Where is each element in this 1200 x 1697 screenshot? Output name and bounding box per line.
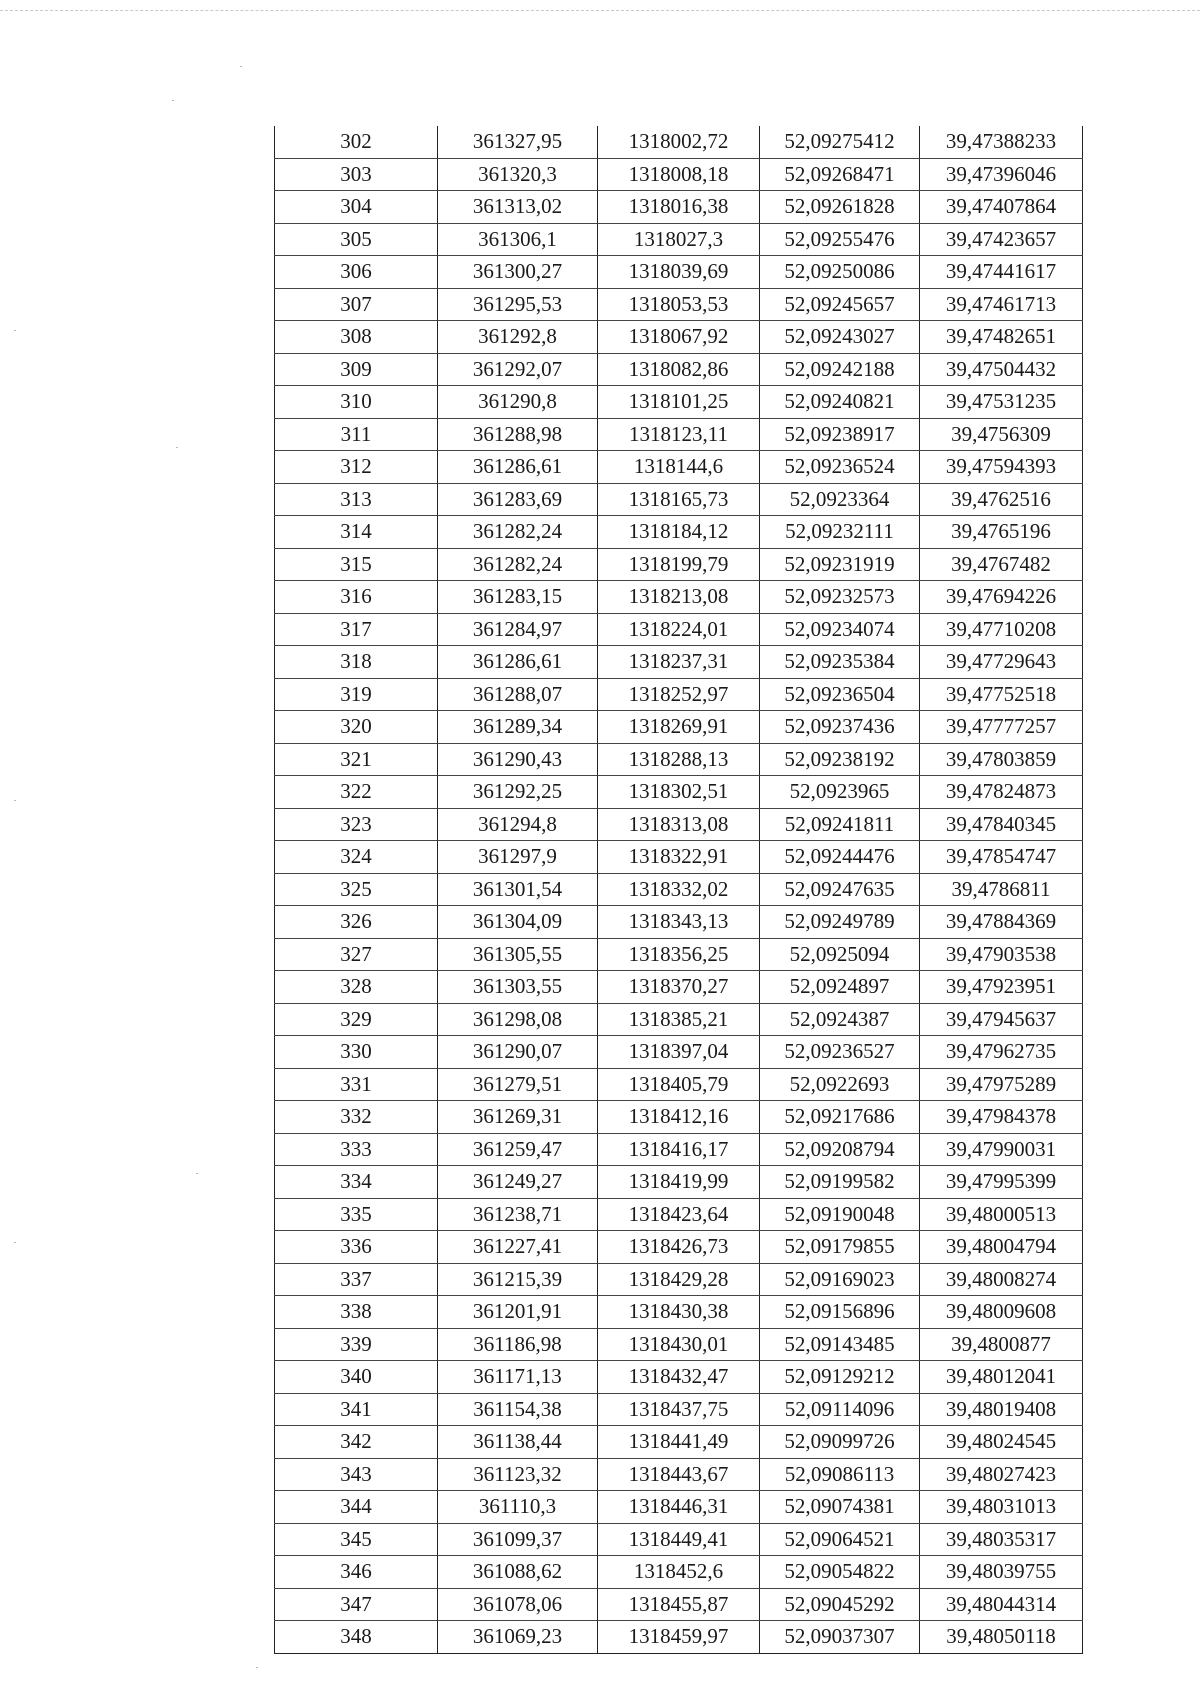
longitude-cell: 39,47990031	[920, 1133, 1083, 1166]
point-number-cell: 307	[275, 288, 438, 321]
table-row	[275, 613, 1083, 646]
y-coordinate-cell: 1318302,51	[598, 776, 760, 809]
table-row	[275, 1361, 1083, 1394]
point-number-cell: 310	[275, 386, 438, 419]
scan-speck	[14, 800, 16, 801]
latitude-cell: 52,09074381	[760, 1491, 920, 1524]
x-coordinate-cell: 361215,39	[438, 1263, 598, 1296]
table-row	[275, 516, 1083, 549]
latitude-cell: 52,09199582	[760, 1166, 920, 1199]
y-coordinate-cell: 1318423,64	[598, 1198, 760, 1231]
longitude-cell: 39,48000513	[920, 1198, 1083, 1231]
x-coordinate-cell: 361304,09	[438, 906, 598, 939]
latitude-cell: 52,0924387	[760, 1003, 920, 1036]
y-coordinate-cell: 1318082,86	[598, 353, 760, 386]
x-coordinate-cell: 361286,61	[438, 646, 598, 679]
longitude-cell: 39,4762516	[920, 483, 1083, 516]
longitude-cell: 39,47923951	[920, 971, 1083, 1004]
point-number-cell: 327	[275, 938, 438, 971]
table-row	[275, 581, 1083, 614]
y-coordinate-cell: 1318199,79	[598, 548, 760, 581]
table-row	[275, 1166, 1083, 1199]
latitude-cell: 52,09250086	[760, 256, 920, 289]
table-row	[275, 906, 1083, 939]
latitude-cell: 52,09054822	[760, 1556, 920, 1589]
point-number-cell: 321	[275, 743, 438, 776]
latitude-cell: 52,09156896	[760, 1296, 920, 1329]
x-coordinate-cell: 361300,27	[438, 256, 598, 289]
latitude-cell: 52,09242188	[760, 353, 920, 386]
y-coordinate-cell: 1318455,87	[598, 1588, 760, 1621]
longitude-cell: 39,47995399	[920, 1166, 1083, 1199]
x-coordinate-cell: 361238,71	[438, 1198, 598, 1231]
latitude-cell: 52,09247635	[760, 873, 920, 906]
table-row	[275, 1101, 1083, 1134]
x-coordinate-cell: 361303,55	[438, 971, 598, 1004]
longitude-cell: 39,48012041	[920, 1361, 1083, 1394]
latitude-cell: 52,09217686	[760, 1101, 920, 1134]
x-coordinate-cell: 361069,23	[438, 1621, 598, 1654]
x-coordinate-cell: 361298,08	[438, 1003, 598, 1036]
longitude-cell: 39,47903538	[920, 938, 1083, 971]
table-row	[275, 1296, 1083, 1329]
table-row	[275, 418, 1083, 451]
latitude-cell: 52,09099726	[760, 1426, 920, 1459]
y-coordinate-cell: 1318441,49	[598, 1426, 760, 1459]
x-coordinate-cell: 361227,41	[438, 1231, 598, 1264]
point-number-cell: 323	[275, 808, 438, 841]
point-number-cell: 319	[275, 678, 438, 711]
point-number-cell: 324	[275, 841, 438, 874]
x-coordinate-cell: 361292,25	[438, 776, 598, 809]
x-coordinate-cell: 361288,98	[438, 418, 598, 451]
y-coordinate-cell: 1318144,6	[598, 451, 760, 484]
x-coordinate-cell: 361294,8	[438, 808, 598, 841]
y-coordinate-cell: 1318288,13	[598, 743, 760, 776]
x-coordinate-cell: 361286,61	[438, 451, 598, 484]
point-number-cell: 348	[275, 1621, 438, 1654]
table-row	[275, 483, 1083, 516]
y-coordinate-cell: 1318101,25	[598, 386, 760, 419]
point-number-cell: 306	[275, 256, 438, 289]
x-coordinate-cell: 361297,9	[438, 841, 598, 874]
x-coordinate-cell: 361088,62	[438, 1556, 598, 1589]
point-number-cell: 317	[275, 613, 438, 646]
y-coordinate-cell: 1318165,73	[598, 483, 760, 516]
latitude-cell: 52,09237436	[760, 711, 920, 744]
y-coordinate-cell: 1318332,02	[598, 873, 760, 906]
latitude-cell: 52,0922693	[760, 1068, 920, 1101]
table-row	[275, 938, 1083, 971]
coordinates-table-body	[275, 126, 1083, 1653]
latitude-cell: 52,09261828	[760, 191, 920, 224]
point-number-cell: 339	[275, 1328, 438, 1361]
table-row	[275, 646, 1083, 679]
x-coordinate-cell: 361306,1	[438, 223, 598, 256]
y-coordinate-cell: 1318067,92	[598, 321, 760, 354]
point-number-cell: 335	[275, 1198, 438, 1231]
y-coordinate-cell: 1318459,97	[598, 1621, 760, 1654]
longitude-cell: 39,48031013	[920, 1491, 1083, 1524]
y-coordinate-cell: 1318002,72	[598, 126, 760, 158]
x-coordinate-cell: 361305,55	[438, 938, 598, 971]
point-number-cell: 328	[275, 971, 438, 1004]
latitude-cell: 52,09114096	[760, 1393, 920, 1426]
table-row	[275, 256, 1083, 289]
latitude-cell: 52,09208794	[760, 1133, 920, 1166]
x-coordinate-cell: 361138,44	[438, 1426, 598, 1459]
table-row	[275, 548, 1083, 581]
y-coordinate-cell: 1318053,53	[598, 288, 760, 321]
latitude-cell: 52,09268471	[760, 158, 920, 191]
y-coordinate-cell: 1318426,73	[598, 1231, 760, 1264]
y-coordinate-cell: 1318419,99	[598, 1166, 760, 1199]
y-coordinate-cell: 1318016,38	[598, 191, 760, 224]
x-coordinate-cell: 361201,91	[438, 1296, 598, 1329]
longitude-cell: 39,4767482	[920, 548, 1083, 581]
longitude-cell: 39,47531235	[920, 386, 1083, 419]
x-coordinate-cell: 361269,31	[438, 1101, 598, 1134]
scan-speck	[14, 1242, 16, 1243]
y-coordinate-cell: 1318432,47	[598, 1361, 760, 1394]
x-coordinate-cell: 361259,47	[438, 1133, 598, 1166]
x-coordinate-cell: 361290,07	[438, 1036, 598, 1069]
longitude-cell: 39,48019408	[920, 1393, 1083, 1426]
point-number-cell: 345	[275, 1523, 438, 1556]
y-coordinate-cell: 1318452,6	[598, 1556, 760, 1589]
y-coordinate-cell: 1318123,11	[598, 418, 760, 451]
x-coordinate-cell: 361289,34	[438, 711, 598, 744]
y-coordinate-cell: 1318252,97	[598, 678, 760, 711]
table-row	[275, 776, 1083, 809]
table-row	[275, 223, 1083, 256]
longitude-cell: 39,47504432	[920, 353, 1083, 386]
point-number-cell: 330	[275, 1036, 438, 1069]
x-coordinate-cell: 361282,24	[438, 516, 598, 549]
x-coordinate-cell: 361123,32	[438, 1458, 598, 1491]
longitude-cell: 39,47803859	[920, 743, 1083, 776]
longitude-cell: 39,47729643	[920, 646, 1083, 679]
point-number-cell: 302	[275, 126, 438, 158]
latitude-cell: 52,09238917	[760, 418, 920, 451]
longitude-cell: 39,47984378	[920, 1101, 1083, 1134]
longitude-cell: 39,47461713	[920, 288, 1083, 321]
latitude-cell: 52,09235384	[760, 646, 920, 679]
latitude-cell: 52,09234074	[760, 613, 920, 646]
latitude-cell: 52,09231919	[760, 548, 920, 581]
latitude-cell: 52,09064521	[760, 1523, 920, 1556]
x-coordinate-cell: 361154,38	[438, 1393, 598, 1426]
longitude-cell: 39,47962735	[920, 1036, 1083, 1069]
y-coordinate-cell: 1318027,3	[598, 223, 760, 256]
x-coordinate-cell: 361295,53	[438, 288, 598, 321]
scan-edge-line	[0, 10, 1200, 11]
table-row	[275, 743, 1083, 776]
longitude-cell: 39,4756309	[920, 418, 1083, 451]
latitude-cell: 52,09236527	[760, 1036, 920, 1069]
latitude-cell: 52,09179855	[760, 1231, 920, 1264]
x-coordinate-cell: 361284,97	[438, 613, 598, 646]
longitude-cell: 39,47710208	[920, 613, 1083, 646]
point-number-cell: 343	[275, 1458, 438, 1491]
longitude-cell: 39,48009608	[920, 1296, 1083, 1329]
point-number-cell: 322	[275, 776, 438, 809]
point-number-cell: 314	[275, 516, 438, 549]
table-row	[275, 1231, 1083, 1264]
point-number-cell: 316	[275, 581, 438, 614]
y-coordinate-cell: 1318224,01	[598, 613, 760, 646]
x-coordinate-cell: 361290,8	[438, 386, 598, 419]
table-row	[275, 386, 1083, 419]
table-row	[275, 1458, 1083, 1491]
y-coordinate-cell: 1318343,13	[598, 906, 760, 939]
point-number-cell: 315	[275, 548, 438, 581]
scan-speck	[240, 66, 242, 67]
table-row	[275, 1491, 1083, 1524]
table-row	[275, 808, 1083, 841]
x-coordinate-cell: 361313,02	[438, 191, 598, 224]
table-row	[275, 288, 1083, 321]
x-coordinate-cell: 361110,3	[438, 1491, 598, 1524]
y-coordinate-cell: 1318405,79	[598, 1068, 760, 1101]
table-row	[275, 451, 1083, 484]
longitude-cell: 39,47854747	[920, 841, 1083, 874]
x-coordinate-cell: 361186,98	[438, 1328, 598, 1361]
longitude-cell: 39,4800877	[920, 1328, 1083, 1361]
table-row	[275, 126, 1083, 158]
latitude-cell: 52,09238192	[760, 743, 920, 776]
latitude-cell: 52,0924897	[760, 971, 920, 1004]
latitude-cell: 52,09240821	[760, 386, 920, 419]
scan-speck	[172, 100, 174, 101]
y-coordinate-cell: 1318412,16	[598, 1101, 760, 1134]
latitude-cell: 52,09236504	[760, 678, 920, 711]
longitude-cell: 39,48050118	[920, 1621, 1083, 1654]
longitude-cell: 39,48004794	[920, 1231, 1083, 1264]
scan-speck	[196, 1173, 198, 1174]
x-coordinate-cell: 361292,8	[438, 321, 598, 354]
point-number-cell: 334	[275, 1166, 438, 1199]
point-number-cell: 320	[275, 711, 438, 744]
point-number-cell: 337	[275, 1263, 438, 1296]
point-number-cell: 329	[275, 1003, 438, 1036]
x-coordinate-cell: 361283,15	[438, 581, 598, 614]
table-row	[275, 1523, 1083, 1556]
table-row	[275, 1393, 1083, 1426]
latitude-cell: 52,09232111	[760, 516, 920, 549]
longitude-cell: 39,47840345	[920, 808, 1083, 841]
y-coordinate-cell: 1318356,25	[598, 938, 760, 971]
latitude-cell: 52,09232573	[760, 581, 920, 614]
point-number-cell: 341	[275, 1393, 438, 1426]
latitude-cell: 52,0925094	[760, 938, 920, 971]
table-row	[275, 873, 1083, 906]
longitude-cell: 39,47441617	[920, 256, 1083, 289]
y-coordinate-cell: 1318449,41	[598, 1523, 760, 1556]
x-coordinate-cell: 361290,43	[438, 743, 598, 776]
point-number-cell: 325	[275, 873, 438, 906]
table-row	[275, 1588, 1083, 1621]
latitude-cell: 52,09037307	[760, 1621, 920, 1654]
latitude-cell: 52,09190048	[760, 1198, 920, 1231]
latitude-cell: 52,09245657	[760, 288, 920, 321]
longitude-cell: 39,47594393	[920, 451, 1083, 484]
table-row	[275, 1068, 1083, 1101]
table-row	[275, 1036, 1083, 1069]
y-coordinate-cell: 1318443,67	[598, 1458, 760, 1491]
latitude-cell: 52,0923364	[760, 483, 920, 516]
table-row	[275, 841, 1083, 874]
table-row	[275, 1328, 1083, 1361]
longitude-cell: 39,47884369	[920, 906, 1083, 939]
y-coordinate-cell: 1318322,91	[598, 841, 760, 874]
y-coordinate-cell: 1318039,69	[598, 256, 760, 289]
x-coordinate-cell: 361283,69	[438, 483, 598, 516]
y-coordinate-cell: 1318008,18	[598, 158, 760, 191]
latitude-cell: 52,09169023	[760, 1263, 920, 1296]
x-coordinate-cell: 361320,3	[438, 158, 598, 191]
point-number-cell: 342	[275, 1426, 438, 1459]
latitude-cell: 52,09249789	[760, 906, 920, 939]
latitude-cell: 52,09255476	[760, 223, 920, 256]
table-row	[275, 1263, 1083, 1296]
y-coordinate-cell: 1318237,31	[598, 646, 760, 679]
latitude-cell: 52,09236524	[760, 451, 920, 484]
longitude-cell: 39,48044314	[920, 1588, 1083, 1621]
point-number-cell: 318	[275, 646, 438, 679]
y-coordinate-cell: 1318437,75	[598, 1393, 760, 1426]
x-coordinate-cell: 361327,95	[438, 126, 598, 158]
latitude-cell: 52,09241811	[760, 808, 920, 841]
point-number-cell: 332	[275, 1101, 438, 1134]
longitude-cell: 39,47482651	[920, 321, 1083, 354]
longitude-cell: 39,47752518	[920, 678, 1083, 711]
x-coordinate-cell: 361249,27	[438, 1166, 598, 1199]
table-row	[275, 158, 1083, 191]
longitude-cell: 39,47975289	[920, 1068, 1083, 1101]
latitude-cell: 52,09086113	[760, 1458, 920, 1491]
table-row	[275, 321, 1083, 354]
table-row	[275, 191, 1083, 224]
point-number-cell: 336	[275, 1231, 438, 1264]
point-number-cell: 312	[275, 451, 438, 484]
point-number-cell: 308	[275, 321, 438, 354]
latitude-cell: 52,09243027	[760, 321, 920, 354]
y-coordinate-cell: 1318430,38	[598, 1296, 760, 1329]
longitude-cell: 39,48008274	[920, 1263, 1083, 1296]
x-coordinate-cell: 361292,07	[438, 353, 598, 386]
x-coordinate-cell: 361171,13	[438, 1361, 598, 1394]
table-row	[275, 1198, 1083, 1231]
coordinates-table	[274, 126, 1083, 1654]
longitude-cell: 39,4786811	[920, 873, 1083, 906]
x-coordinate-cell: 361288,07	[438, 678, 598, 711]
table-row	[275, 353, 1083, 386]
longitude-cell: 39,4765196	[920, 516, 1083, 549]
x-coordinate-cell: 361099,37	[438, 1523, 598, 1556]
longitude-cell: 39,48035317	[920, 1523, 1083, 1556]
table-row	[275, 1621, 1083, 1654]
y-coordinate-cell: 1318446,31	[598, 1491, 760, 1524]
y-coordinate-cell: 1318370,27	[598, 971, 760, 1004]
table-row	[275, 1003, 1083, 1036]
table-row	[275, 678, 1083, 711]
y-coordinate-cell: 1318397,04	[598, 1036, 760, 1069]
point-number-cell: 305	[275, 223, 438, 256]
table-row	[275, 971, 1083, 1004]
point-number-cell: 311	[275, 418, 438, 451]
longitude-cell: 39,47945637	[920, 1003, 1083, 1036]
point-number-cell: 346	[275, 1556, 438, 1589]
scan-speck	[14, 330, 16, 331]
point-number-cell: 303	[275, 158, 438, 191]
longitude-cell: 39,47824873	[920, 776, 1083, 809]
longitude-cell: 39,47777257	[920, 711, 1083, 744]
longitude-cell: 39,47388233	[920, 126, 1083, 158]
longitude-cell: 39,48027423	[920, 1458, 1083, 1491]
latitude-cell: 52,09275412	[760, 126, 920, 158]
longitude-cell: 39,48024545	[920, 1426, 1083, 1459]
point-number-cell: 304	[275, 191, 438, 224]
point-number-cell: 331	[275, 1068, 438, 1101]
latitude-cell: 52,0923965	[760, 776, 920, 809]
point-number-cell: 333	[275, 1133, 438, 1166]
point-number-cell: 338	[275, 1296, 438, 1329]
point-number-cell: 347	[275, 1588, 438, 1621]
y-coordinate-cell: 1318313,08	[598, 808, 760, 841]
y-coordinate-cell: 1318429,28	[598, 1263, 760, 1296]
table-row	[275, 1426, 1083, 1459]
point-number-cell: 326	[275, 906, 438, 939]
latitude-cell: 52,09244476	[760, 841, 920, 874]
scan-speck	[256, 1667, 258, 1668]
y-coordinate-cell: 1318213,08	[598, 581, 760, 614]
latitude-cell: 52,09129212	[760, 1361, 920, 1394]
latitude-cell: 52,09045292	[760, 1588, 920, 1621]
x-coordinate-cell: 361279,51	[438, 1068, 598, 1101]
longitude-cell: 39,47407864	[920, 191, 1083, 224]
scan-speck	[176, 447, 178, 448]
longitude-cell: 39,48039755	[920, 1556, 1083, 1589]
point-number-cell: 313	[275, 483, 438, 516]
longitude-cell: 39,47423657	[920, 223, 1083, 256]
table-row	[275, 1133, 1083, 1166]
table-row	[275, 711, 1083, 744]
longitude-cell: 39,47694226	[920, 581, 1083, 614]
x-coordinate-cell: 361282,24	[438, 548, 598, 581]
point-number-cell: 309	[275, 353, 438, 386]
longitude-cell: 39,47396046	[920, 158, 1083, 191]
y-coordinate-cell: 1318416,17	[598, 1133, 760, 1166]
x-coordinate-cell: 361301,54	[438, 873, 598, 906]
x-coordinate-cell: 361078,06	[438, 1588, 598, 1621]
y-coordinate-cell: 1318385,21	[598, 1003, 760, 1036]
y-coordinate-cell: 1318430,01	[598, 1328, 760, 1361]
point-number-cell: 340	[275, 1361, 438, 1394]
y-coordinate-cell: 1318269,91	[598, 711, 760, 744]
table-row	[275, 1556, 1083, 1589]
point-number-cell: 344	[275, 1491, 438, 1524]
latitude-cell: 52,09143485	[760, 1328, 920, 1361]
y-coordinate-cell: 1318184,12	[598, 516, 760, 549]
